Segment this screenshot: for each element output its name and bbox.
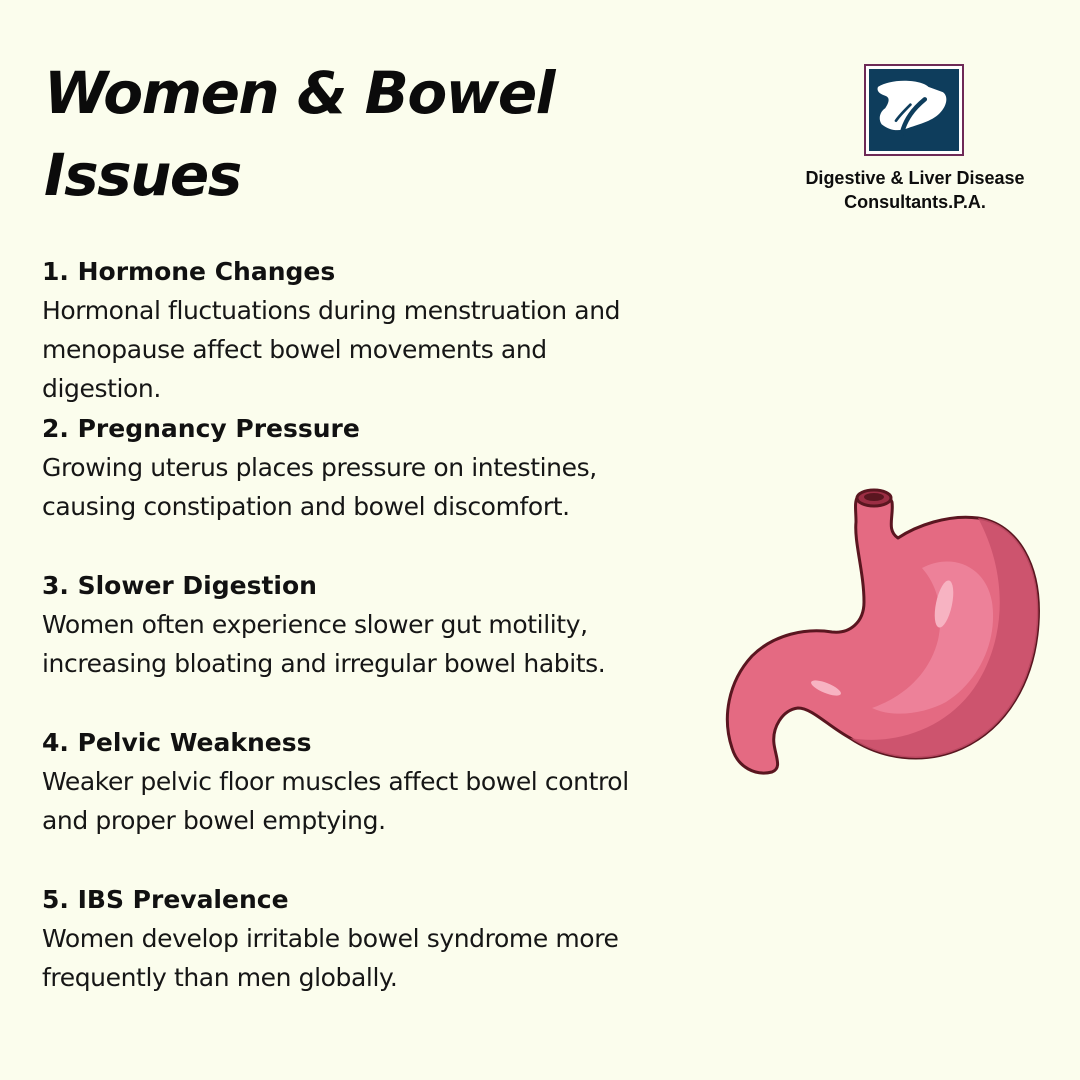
item-heading: 3. Slower Digestion — [42, 571, 317, 600]
issues-list — [42, 252, 722, 1037]
description-line: digestion. — [42, 374, 161, 403]
organization-name-line-2: Consultants.P.A. — [844, 192, 986, 212]
description-line: menopause affect bowel movements and — [42, 335, 547, 364]
title-line-2: Issues — [44, 141, 241, 209]
description-line: and proper bowel emptying. — [42, 806, 386, 835]
title-line-1: Women & Bowel — [44, 59, 555, 127]
description-line: Women often experience slower gut motility, — [42, 610, 588, 639]
item-heading: 4. Pelvic Weakness — [42, 728, 312, 757]
item-heading: 5. IBS Prevalence — [42, 885, 289, 914]
description-line: frequently than men globally. — [42, 963, 398, 992]
description-line: Weaker pelvic floor muscles affect bowel control — [42, 767, 629, 796]
organization-name — [790, 166, 1040, 214]
list-item — [42, 409, 722, 566]
description-line: increasing bloating and irregular bowel habits. — [42, 649, 606, 678]
list-item — [42, 566, 722, 723]
description-line: Women develop irritable bowel syndrome more — [42, 924, 619, 953]
list-item — [42, 723, 722, 880]
item-heading: 1. Hormone Changes — [42, 257, 336, 286]
item-description — [42, 605, 722, 683]
stomach-icon — [716, 482, 1046, 778]
liver-logo-icon — [864, 64, 964, 156]
item-description — [42, 919, 722, 997]
item-heading: 2. Pregnancy Pressure — [42, 414, 360, 443]
item-description — [42, 448, 722, 526]
list-item — [42, 880, 722, 1037]
organization-name-line-1: Digestive & Liver Disease — [805, 168, 1025, 188]
description-line: causing constipation and bowel discomfort. — [42, 492, 570, 521]
description-line: Growing uterus places pressure on intestines, — [42, 453, 597, 482]
page-title — [44, 52, 664, 216]
description-line: Hormonal fluctuations during menstruation and — [42, 296, 621, 325]
item-description — [42, 291, 722, 408]
list-item — [42, 252, 722, 409]
item-description — [42, 762, 722, 840]
